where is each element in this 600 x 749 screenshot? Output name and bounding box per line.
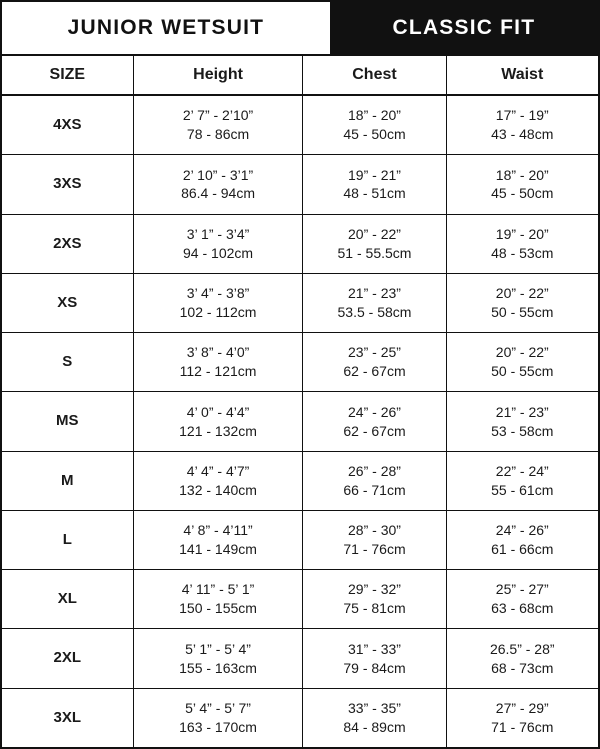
chest-imperial: 21” - 23” (348, 285, 401, 302)
height-metric: 78 - 86cm (186, 126, 250, 143)
size-table (2, 56, 598, 747)
chest-metric: 75 - 81cm (343, 600, 406, 617)
height-imperial: 4’ 8” - 4’11” (183, 522, 253, 539)
chest-metric: 62 - 67cm (343, 363, 406, 380)
column-header-waist: Waist (446, 56, 598, 95)
height-metric: 102 - 112cm (179, 304, 257, 320)
waist-metric: 68 - 73cm (491, 659, 554, 676)
height-imperial: 5’ 1” - 5’ 4” (185, 640, 251, 657)
cell-waist (446, 629, 598, 688)
cell-height (133, 688, 303, 747)
waist-imperial: 19” - 20” (495, 225, 549, 242)
product-title (2, 2, 330, 54)
chest-imperial: 19” - 21” (348, 166, 401, 183)
cell-size: XS (2, 273, 133, 332)
chest-imperial: 23” - 25” (348, 344, 401, 361)
table-row (2, 95, 598, 155)
height-metric: 112 - 121cm (179, 363, 257, 380)
cell-chest (303, 392, 446, 451)
waist-metric: 50 - 55cm (491, 304, 554, 320)
waist-metric: 55 - 61cm (491, 481, 554, 498)
cell-chest (303, 273, 446, 332)
cell-size: XL (2, 570, 133, 629)
cell-waist (446, 273, 598, 332)
table-row (2, 451, 598, 510)
chest-metric: 66 - 71cm (343, 481, 406, 498)
cell-chest (303, 333, 446, 392)
cell-height (133, 570, 303, 629)
height-metric: 150 - 155cm (179, 600, 257, 617)
chest-imperial: 31” - 33” (348, 640, 401, 657)
height-imperial: 4’ 11” - 5’ 1” (181, 581, 255, 598)
height-imperial: 4’ 4” - 4’7” (186, 462, 250, 479)
chest-imperial: 29” - 32” (348, 581, 401, 598)
table-header-row (2, 56, 598, 95)
column-header-size: SIZE (2, 56, 133, 95)
cell-size: 3XS (2, 155, 133, 214)
cell-size: 4XS (2, 95, 133, 155)
chest-metric: 62 - 67cm (343, 422, 406, 439)
height-metric: 155 - 163cm (179, 659, 257, 676)
cell-waist (446, 392, 598, 451)
cell-chest (303, 95, 446, 155)
product-title-text: JUNIOR WETSUIT (67, 16, 265, 39)
height-metric: 141 - 149cm (179, 541, 257, 558)
cell-waist (446, 570, 598, 629)
chest-metric: 51 - 55.5cm (337, 244, 412, 261)
height-metric: 132 - 140cm (179, 481, 257, 498)
waist-imperial: 20” - 22” (495, 344, 549, 361)
table-row (2, 155, 598, 214)
waist-imperial: 21” - 23” (495, 403, 549, 420)
waist-imperial: 18” - 20” (495, 166, 549, 183)
cell-height (133, 333, 303, 392)
cell-size: M (2, 451, 133, 510)
cell-waist (446, 214, 598, 273)
cell-height (133, 95, 303, 155)
fit-title-text: CLASSIC FIT (392, 16, 536, 39)
height-metric: 121 - 132cm (179, 422, 257, 439)
height-imperial: 2’ 10” - 3’1” (182, 166, 254, 183)
cell-height (133, 451, 303, 510)
chest-metric: 84 - 89cm (343, 718, 406, 735)
table-row (2, 333, 598, 392)
chest-metric: 53.5 - 58cm (337, 304, 412, 320)
cell-size: 2XL (2, 629, 133, 688)
cell-chest (303, 214, 446, 273)
waist-imperial: 22” - 24” (495, 462, 549, 479)
chest-imperial: 24” - 26” (348, 403, 401, 420)
waist-imperial: 17” - 19” (495, 107, 549, 124)
height-imperial: 2’ 7” - 2’10” (182, 107, 254, 124)
cell-waist (446, 95, 598, 155)
waist-metric: 45 - 50cm (491, 185, 554, 202)
waist-metric: 71 - 76cm (491, 718, 554, 735)
waist-metric: 50 - 55cm (491, 363, 554, 380)
table-body (2, 95, 598, 747)
cell-height (133, 155, 303, 214)
cell-size: 3XL (2, 688, 133, 747)
waist-imperial: 26.5” - 28” (489, 640, 555, 657)
chest-metric: 79 - 84cm (343, 659, 406, 676)
chest-metric: 71 - 76cm (343, 541, 406, 558)
table-row (2, 214, 598, 273)
cell-chest (303, 451, 446, 510)
waist-metric: 53 - 58cm (491, 422, 554, 439)
waist-imperial: 24” - 26” (495, 522, 549, 539)
chest-imperial: 20” - 22” (348, 225, 401, 242)
cell-waist (446, 510, 598, 569)
cell-height (133, 273, 303, 332)
table-row (2, 570, 598, 629)
cell-height (133, 392, 303, 451)
cell-waist (446, 688, 598, 747)
chest-imperial: 33” - 35” (348, 699, 401, 716)
height-metric: 86.4 - 94cm (181, 185, 255, 202)
height-metric: 163 - 170cm (179, 718, 257, 735)
waist-metric: 43 - 48cm (491, 126, 554, 143)
cell-height (133, 214, 303, 273)
table-row (2, 629, 598, 688)
cell-height (133, 629, 303, 688)
cell-size: L (2, 510, 133, 569)
cell-chest (303, 510, 446, 569)
height-imperial: 3’ 4” - 3’8” (186, 285, 250, 302)
table-row (2, 688, 598, 747)
height-imperial: 5’ 4” - 5’ 7” (185, 699, 251, 716)
waist-metric: 63 - 68cm (491, 600, 554, 617)
waist-imperial: 27” - 29” (495, 699, 549, 716)
column-header-chest: Chest (303, 56, 446, 95)
column-header-height: Height (133, 56, 303, 95)
cell-size: 2XS (2, 214, 133, 273)
waist-imperial: 25” - 27” (495, 581, 549, 598)
height-imperial: 3’ 8” - 4’0” (186, 344, 250, 361)
height-metric: 94 - 102cm (183, 244, 254, 261)
waist-imperial: 20” - 22” (495, 285, 549, 302)
chest-imperial: 26” - 28” (348, 462, 401, 479)
chest-imperial: 28” - 30” (348, 522, 401, 539)
waist-metric: 48 - 53cm (491, 244, 554, 261)
table-row (2, 392, 598, 451)
waist-metric: 61 - 66cm (491, 541, 554, 558)
height-imperial: 3’ 1” - 3’4” (186, 225, 250, 242)
chest-metric: 48 - 51cm (343, 185, 406, 202)
cell-waist (446, 155, 598, 214)
cell-chest (303, 570, 446, 629)
table-row (2, 273, 598, 332)
chest-imperial: 18” - 20” (348, 107, 401, 124)
cell-size: MS (2, 392, 133, 451)
table-row (2, 510, 598, 569)
cell-chest (303, 688, 446, 747)
cell-waist (446, 333, 598, 392)
cell-waist (446, 451, 598, 510)
table-header (2, 56, 598, 95)
cell-chest (303, 155, 446, 214)
cell-height (133, 510, 303, 569)
height-imperial: 4’ 0” - 4’4” (186, 403, 250, 420)
chest-metric: 45 - 50cm (343, 126, 406, 143)
cell-size: S (2, 333, 133, 392)
cell-chest (303, 629, 446, 688)
fit-title (330, 2, 598, 54)
chart-title-bar (2, 2, 598, 56)
